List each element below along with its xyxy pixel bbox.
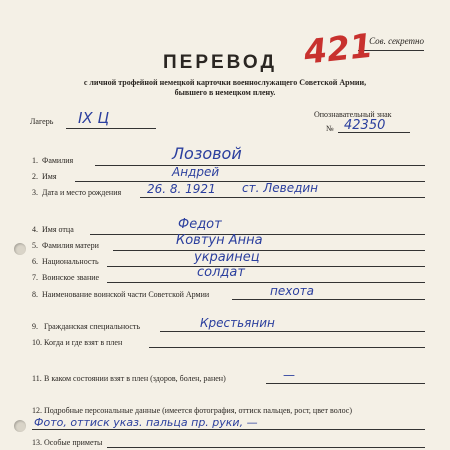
page-title: ПЕРЕВОД	[163, 52, 277, 73]
page-subtitle	[60, 78, 390, 98]
field-label-first-name: Имя	[42, 172, 57, 181]
field-value-personal-data: Фото, оттиск указ. пальца пр. руки, —	[34, 416, 258, 429]
field-number: 2.	[32, 172, 38, 181]
document-number: 421	[302, 25, 375, 72]
field-label-birth: Дата и место рождения	[42, 188, 122, 197]
field-line	[95, 165, 425, 166]
field-number: 9.	[32, 322, 38, 331]
subtitle-line: с личной трофейной немецкой карточки военнослужащего Советской Армии,	[83, 78, 367, 87]
camp-line	[66, 128, 156, 129]
field-label-special-marks: Особые приметы	[44, 438, 103, 447]
id-tag-number-label: №	[326, 124, 334, 133]
field-number: 6.	[32, 257, 38, 266]
field-number: 11.	[32, 374, 42, 383]
field-line	[107, 266, 425, 267]
field-label-father: Имя отца	[42, 225, 74, 234]
field-value-father: Федот	[178, 217, 222, 232]
field-value-first-name: Андрей	[172, 165, 220, 179]
field-value-unit: пехота	[270, 284, 315, 298]
field-number: 10.	[32, 338, 42, 347]
field-value-nationality: украинец	[194, 250, 260, 265]
id-tag-label: Опознавательный знак	[314, 110, 392, 119]
field-number: 5.	[32, 241, 38, 250]
field-label-condition: В каком состоянии взят в плен (здоров, болен, ранен)	[44, 374, 226, 383]
field-label-civil-profession: Гражданская специальность	[44, 322, 141, 331]
punch-hole	[14, 420, 26, 432]
field-value-surname: Лозовой	[172, 144, 242, 163]
field-value-civil-profession: Крестьянин	[200, 316, 275, 330]
field-label-mother: Фамилия матери	[42, 241, 99, 250]
field-line	[107, 447, 425, 448]
field-label-surname: Фамилия	[42, 156, 74, 165]
field-value-rank: солдат	[197, 265, 245, 280]
field-value-birth-date: 26. 8. 1921	[147, 182, 216, 196]
secret-stamp: Сов. секретно	[358, 36, 424, 51]
field-number: 4.	[32, 225, 38, 234]
field-line	[232, 299, 425, 300]
field-line	[140, 197, 425, 198]
field-line	[149, 347, 425, 348]
field-line	[113, 250, 425, 251]
field-line	[266, 383, 425, 384]
field-label-rank: Воинское звание	[42, 273, 100, 282]
field-line	[32, 429, 425, 430]
field-number: 13.	[32, 438, 42, 447]
field-label-unit: Наименование воинской части Советской Армии	[42, 290, 210, 299]
field-number: 8.	[32, 290, 38, 299]
field-label-personal-data: Подробные персональные данные (имеется фотография, оттиск пальцев, рост, цвет волос)	[44, 406, 352, 415]
field-label-nationality: Национальность	[42, 257, 99, 266]
id-tag-value: 42350	[344, 118, 386, 133]
field-number: 12.	[32, 406, 42, 415]
punch-hole	[14, 243, 26, 255]
field-line	[107, 282, 425, 283]
field-number: 7.	[32, 273, 38, 282]
field-value-birth-place: ст. Леведин	[242, 181, 319, 195]
camp-value: IX Ц	[78, 109, 110, 127]
field-line	[160, 331, 425, 332]
field-value-condition: —	[283, 368, 295, 382]
field-number: 3.	[32, 188, 38, 197]
field-label-captured: Когда и где взят в плен	[44, 338, 123, 347]
field-value-mother: Ковтун Анна	[176, 233, 263, 248]
subtitle-line: бывшего в немецком плену.	[174, 88, 276, 97]
field-number: 1.	[32, 156, 38, 165]
camp-label: Лагерь	[30, 117, 54, 126]
